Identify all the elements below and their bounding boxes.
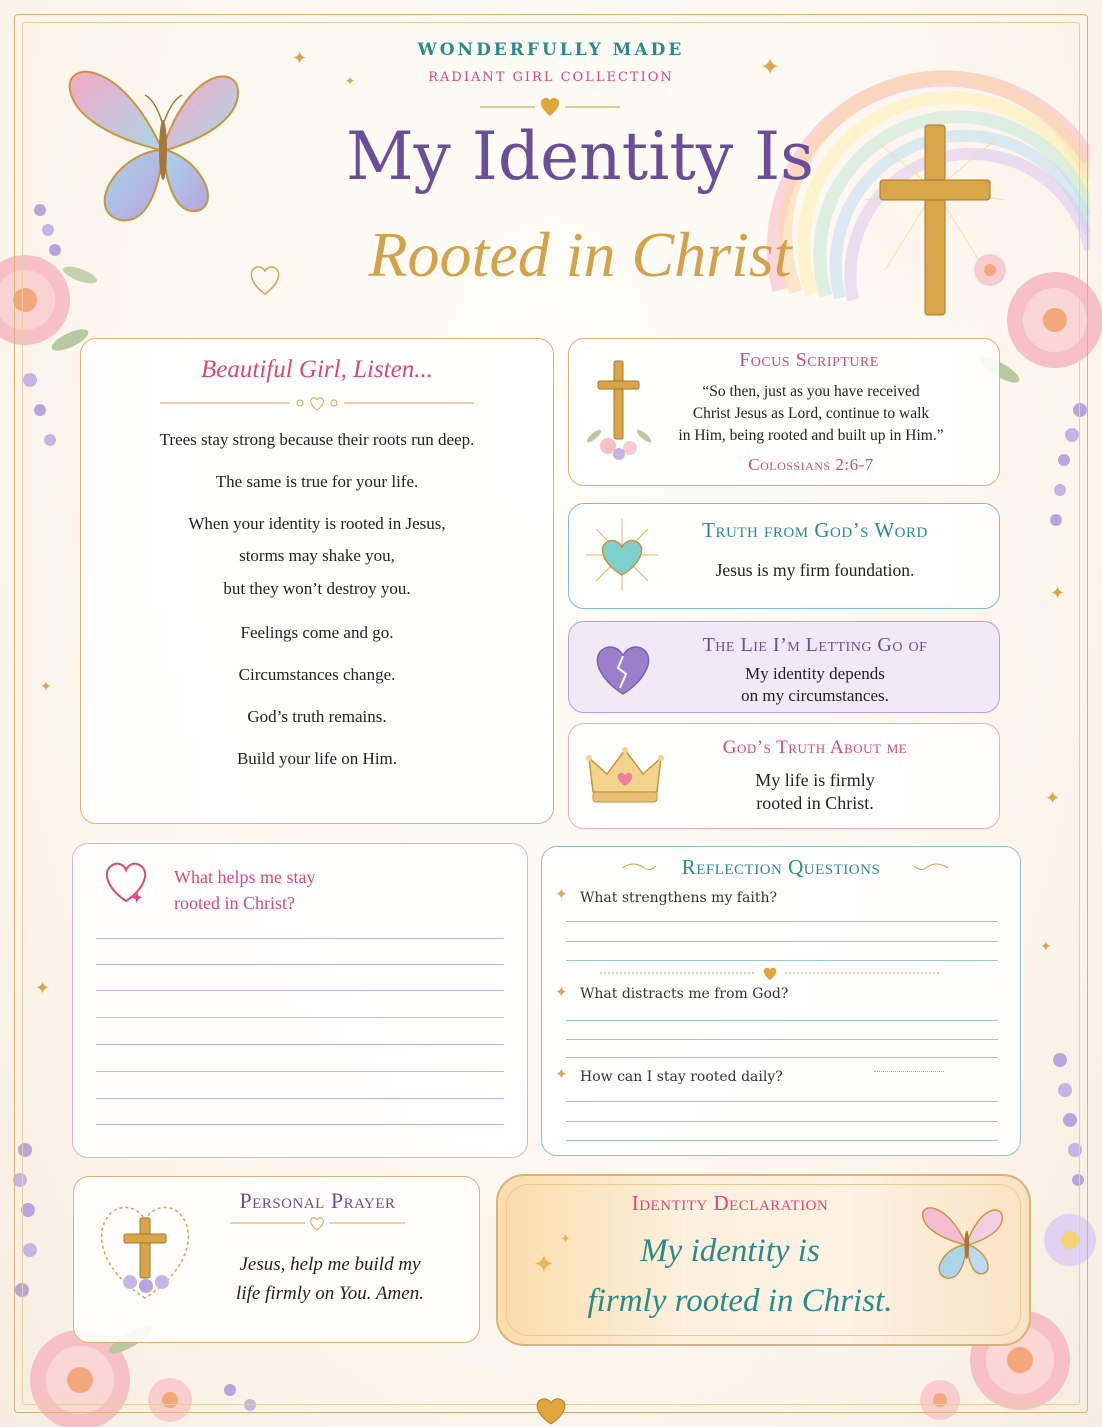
heart-icon — [582, 515, 662, 595]
listen-heading: Beautiful Girl, Listen... — [201, 356, 433, 383]
sparkle-icon: ✦ — [1050, 583, 1066, 604]
lie-heading: The Lie I’m Letting Go of — [702, 634, 928, 656]
declaration-text: firmly rooted in Christ. — [587, 1283, 893, 1319]
listen-line: When your identity is rooted in Jesus, — [188, 514, 446, 533]
question-label: What distracts me from God? — [580, 986, 789, 1002]
write-line[interactable] — [96, 964, 504, 965]
write-line[interactable] — [566, 1121, 998, 1122]
write-line[interactable] — [96, 1017, 504, 1018]
listen-line: storms may shake you, — [239, 546, 395, 565]
verse-line: in Him, being rooted and built up in Him.” — [678, 427, 944, 444]
declaration-text: My identity is — [640, 1233, 820, 1269]
listen-line: The same is true for your life. — [215, 472, 419, 491]
sparkle-icon: ✦ — [35, 978, 51, 999]
write-line[interactable] — [566, 1020, 998, 1021]
collection-label: WONDERFULLY MADE — [417, 40, 685, 60]
write-line[interactable] — [566, 1140, 998, 1141]
sparkle-icon: ✦ — [1040, 939, 1052, 955]
page-subtitle: Rooted in Christ — [368, 219, 792, 290]
verse-line: Christ Jesus as Lord, continue to walk — [692, 405, 930, 422]
heart-icon — [100, 855, 156, 911]
truth-heading: Truth from God’s Word — [702, 518, 928, 542]
write-line[interactable] — [96, 990, 504, 991]
crown-icon — [585, 744, 665, 810]
write-line[interactable] — [566, 941, 998, 942]
listen-line: Trees stay strong because their roots run deep. — [159, 430, 475, 449]
verse-line: “So then, just as you have received — [702, 383, 920, 400]
heart-divider — [230, 1214, 405, 1232]
cross-icon — [865, 120, 1005, 320]
question-label: What strengthens my faith? — [580, 890, 777, 906]
broken-heart-icon — [588, 632, 658, 702]
write-line[interactable] — [96, 1071, 504, 1072]
sparkle-icon: ✦ — [555, 1065, 568, 1083]
listen-line: Circumstances change. — [238, 665, 396, 684]
write-line[interactable] — [566, 1057, 998, 1058]
write-line[interactable] — [566, 960, 998, 961]
sparkle-icon: ✦ — [555, 885, 568, 903]
heart-divider — [600, 964, 940, 982]
gods-truth-text: rooted in Christ. — [756, 793, 874, 813]
listen-line: Feelings come and go. — [240, 623, 394, 642]
listen-line: but they won’t destroy you. — [223, 579, 411, 598]
lie-text: My identity depends — [745, 664, 885, 683]
butterfly-icon — [918, 1190, 1008, 1295]
write-line[interactable] — [566, 1101, 998, 1102]
sparkle-icon: ✦ — [560, 1232, 571, 1247]
write-line[interactable] — [96, 938, 504, 939]
prayer-heading: Personal Prayer — [239, 1188, 396, 1213]
write-line[interactable] — [96, 1044, 504, 1045]
heart-icon — [528, 1392, 574, 1426]
page-title: My Identity Is — [345, 118, 815, 195]
write-line[interactable] — [96, 1124, 504, 1125]
prayer-text: Jesus, help me build my — [239, 1254, 421, 1275]
cross-icon — [580, 356, 660, 466]
heart-divider — [160, 393, 474, 413]
lie-text: on my circumstances. — [741, 686, 889, 705]
write-line[interactable] — [566, 1039, 998, 1040]
sparkle-icon: ✦ — [40, 679, 52, 695]
subcollection-label: RADIANT GIRL COLLECTION — [428, 70, 674, 85]
sparkle-icon: ✦ — [533, 1250, 555, 1280]
cross-icon — [90, 1190, 200, 1310]
question-label: How can I stay rooted daily? — [580, 1069, 783, 1085]
helps-prompt: rooted in Christ? — [174, 893, 295, 913]
gods-truth-heading: God’s Truth About me — [722, 737, 908, 758]
gods-truth-text: My life is firmly — [755, 770, 875, 790]
write-line[interactable] — [96, 1098, 504, 1099]
prayer-text: life firmly on You. Amen. — [236, 1283, 424, 1304]
sparkle-icon: ✦ — [345, 74, 356, 88]
reflection-heading: Reflection Questions — [681, 855, 881, 879]
focus-heading: Focus Scripture — [739, 349, 879, 371]
sparkle-icon: ✦ — [760, 53, 781, 81]
write-line[interactable] — [566, 921, 998, 922]
listen-line: God’s truth remains. — [247, 707, 387, 726]
helps-prompt: What helps me stay — [174, 867, 316, 887]
sparkle-icon: ✦ — [1045, 788, 1061, 809]
sparkle-icon: ✦ — [292, 48, 308, 69]
sparkle-icon: ✦ — [555, 983, 568, 1001]
listen-line: Build your life on Him. — [236, 749, 398, 768]
heart-icon — [541, 98, 559, 116]
truth-text: Jesus is my firm foundation. — [715, 560, 915, 580]
verse-reference: Colossians 2:6-7 — [748, 455, 874, 474]
declaration-heading: Identity Declaration — [631, 1191, 829, 1215]
dotted-divider — [874, 1071, 944, 1073]
heart-icon — [245, 260, 285, 300]
